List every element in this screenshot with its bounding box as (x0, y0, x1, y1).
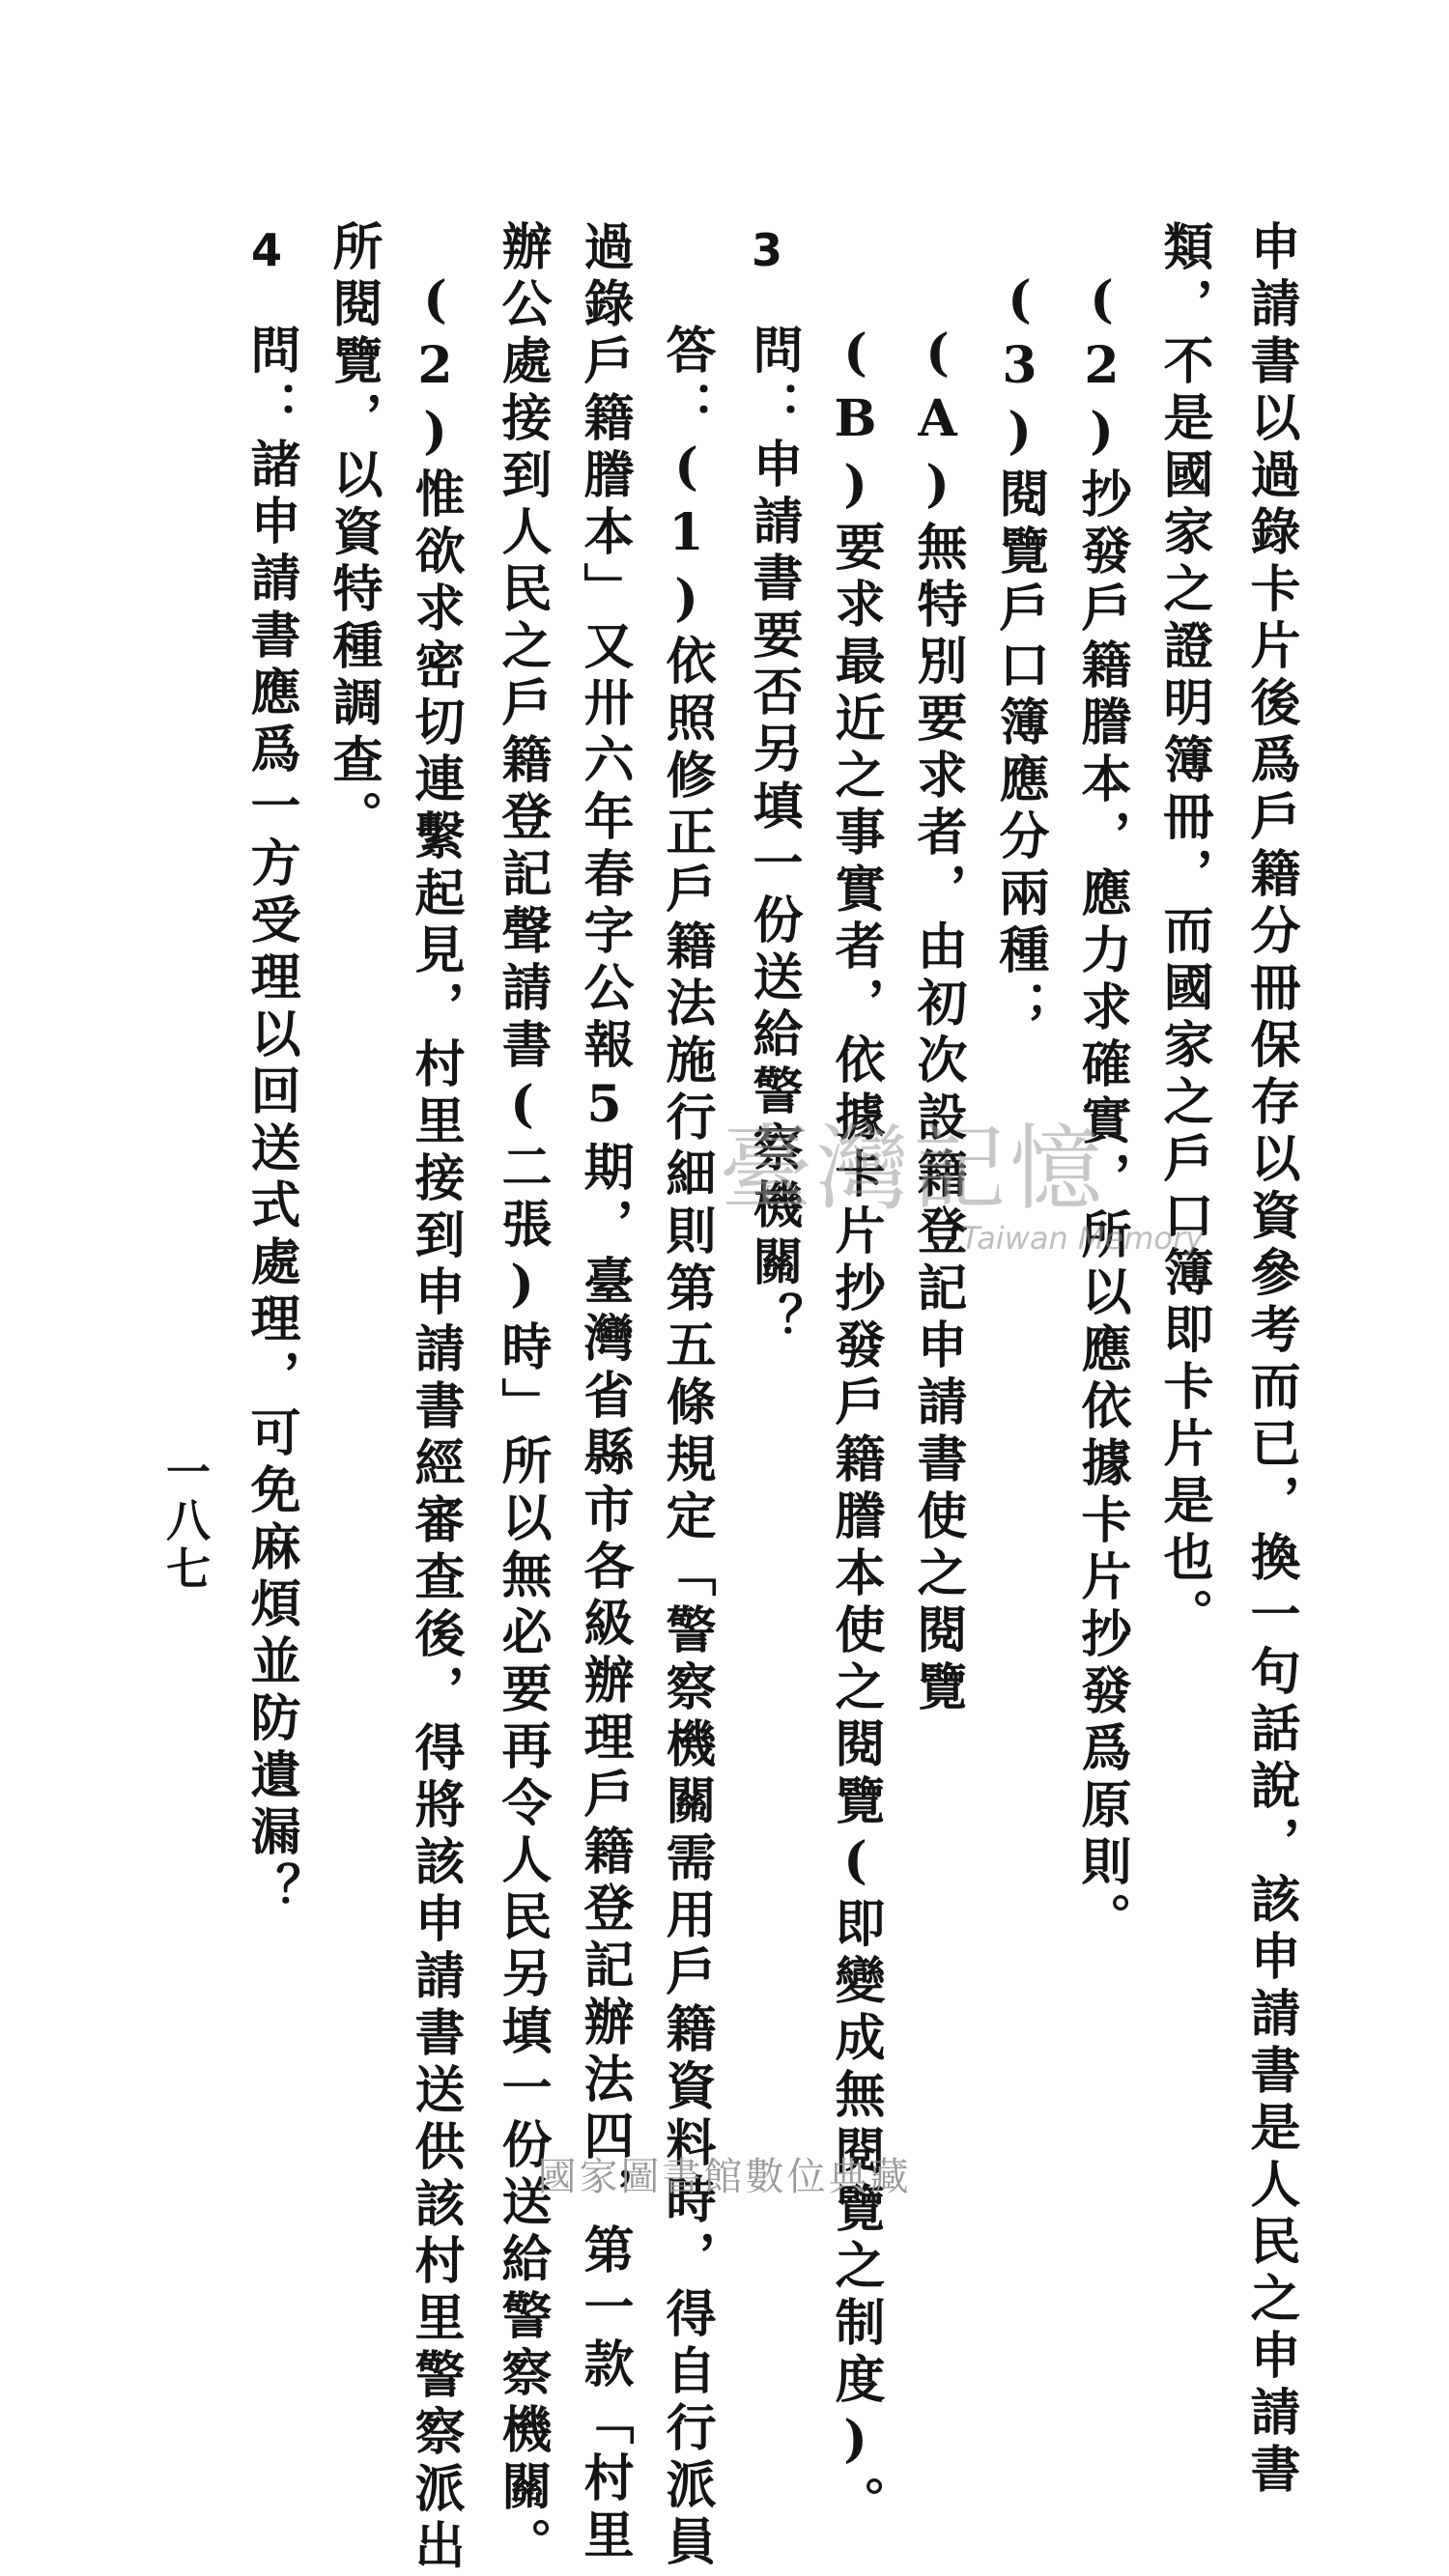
footer-collection-label: 國家圖書館數位典藏 (537, 2155, 912, 2199)
watermark-sub: Taiwan Memory (961, 1220, 1205, 1257)
text-column-9: 過錄戶籍謄本」又卅六年春字公報5期，臺灣省縣市各級辦理戶籍登記辦法四，第一款「村里 (575, 220, 634, 2565)
text-column-7: 問：申請書要否另填一份送給警察機關？ (744, 324, 803, 1349)
text-column-11: (2)惟欲求密切連繫起見，村里接到申請書經審查後，得將該申請書送供該村里警察派出 (406, 270, 465, 2576)
text-column-5: (A)無特別要求者，由初次設籍登記申請書使之閱覽 (908, 324, 967, 1717)
text-column-1: 申請書以過錄卡片後爲戶籍分冊保存以資參考而已，換一句話說，該申請書是人民之申請書 (1241, 220, 1300, 2500)
page-number: 一八七 (159, 1449, 212, 1594)
watermark-main: 臺灣記憶 (720, 1115, 1106, 1223)
text-column-6: (B)要求最近之事實者，依據卡片抄發戶籍謄本使之閱覽(即變成無閱覽之制度)。 (826, 324, 885, 2533)
question-number-3: 3 (741, 224, 793, 276)
text-column-13: 問：諸申請書應爲一方受理以回送式處理，可免麻煩並防遺漏？ (242, 324, 300, 1919)
text-column-2: 類，不是國家之證明簿冊，而國家之戶口簿即卡片是也。 (1154, 220, 1213, 1645)
question-number-4: 4 (241, 224, 293, 276)
text-column-3: (2)抄發戶籍謄本，應力求確實，所以應依據卡片抄發爲原則。 (1072, 270, 1131, 1949)
text-column-8: 答：(1)依照修正戶籍法施行細則第五條規定「警察機關需用戶籍資料時，得自行派員 (657, 324, 716, 2572)
text-column-4: (3)閱覽戶口簿應分兩種； (990, 270, 1049, 1037)
text-column-10: 辦公處接到人民之戶籍登記聲請書(二張)時」所以無必要再令人民另填一份送給警察機關。 (493, 220, 552, 2574)
text-column-12: 所閱覽，以資特種調查。 (324, 220, 383, 847)
